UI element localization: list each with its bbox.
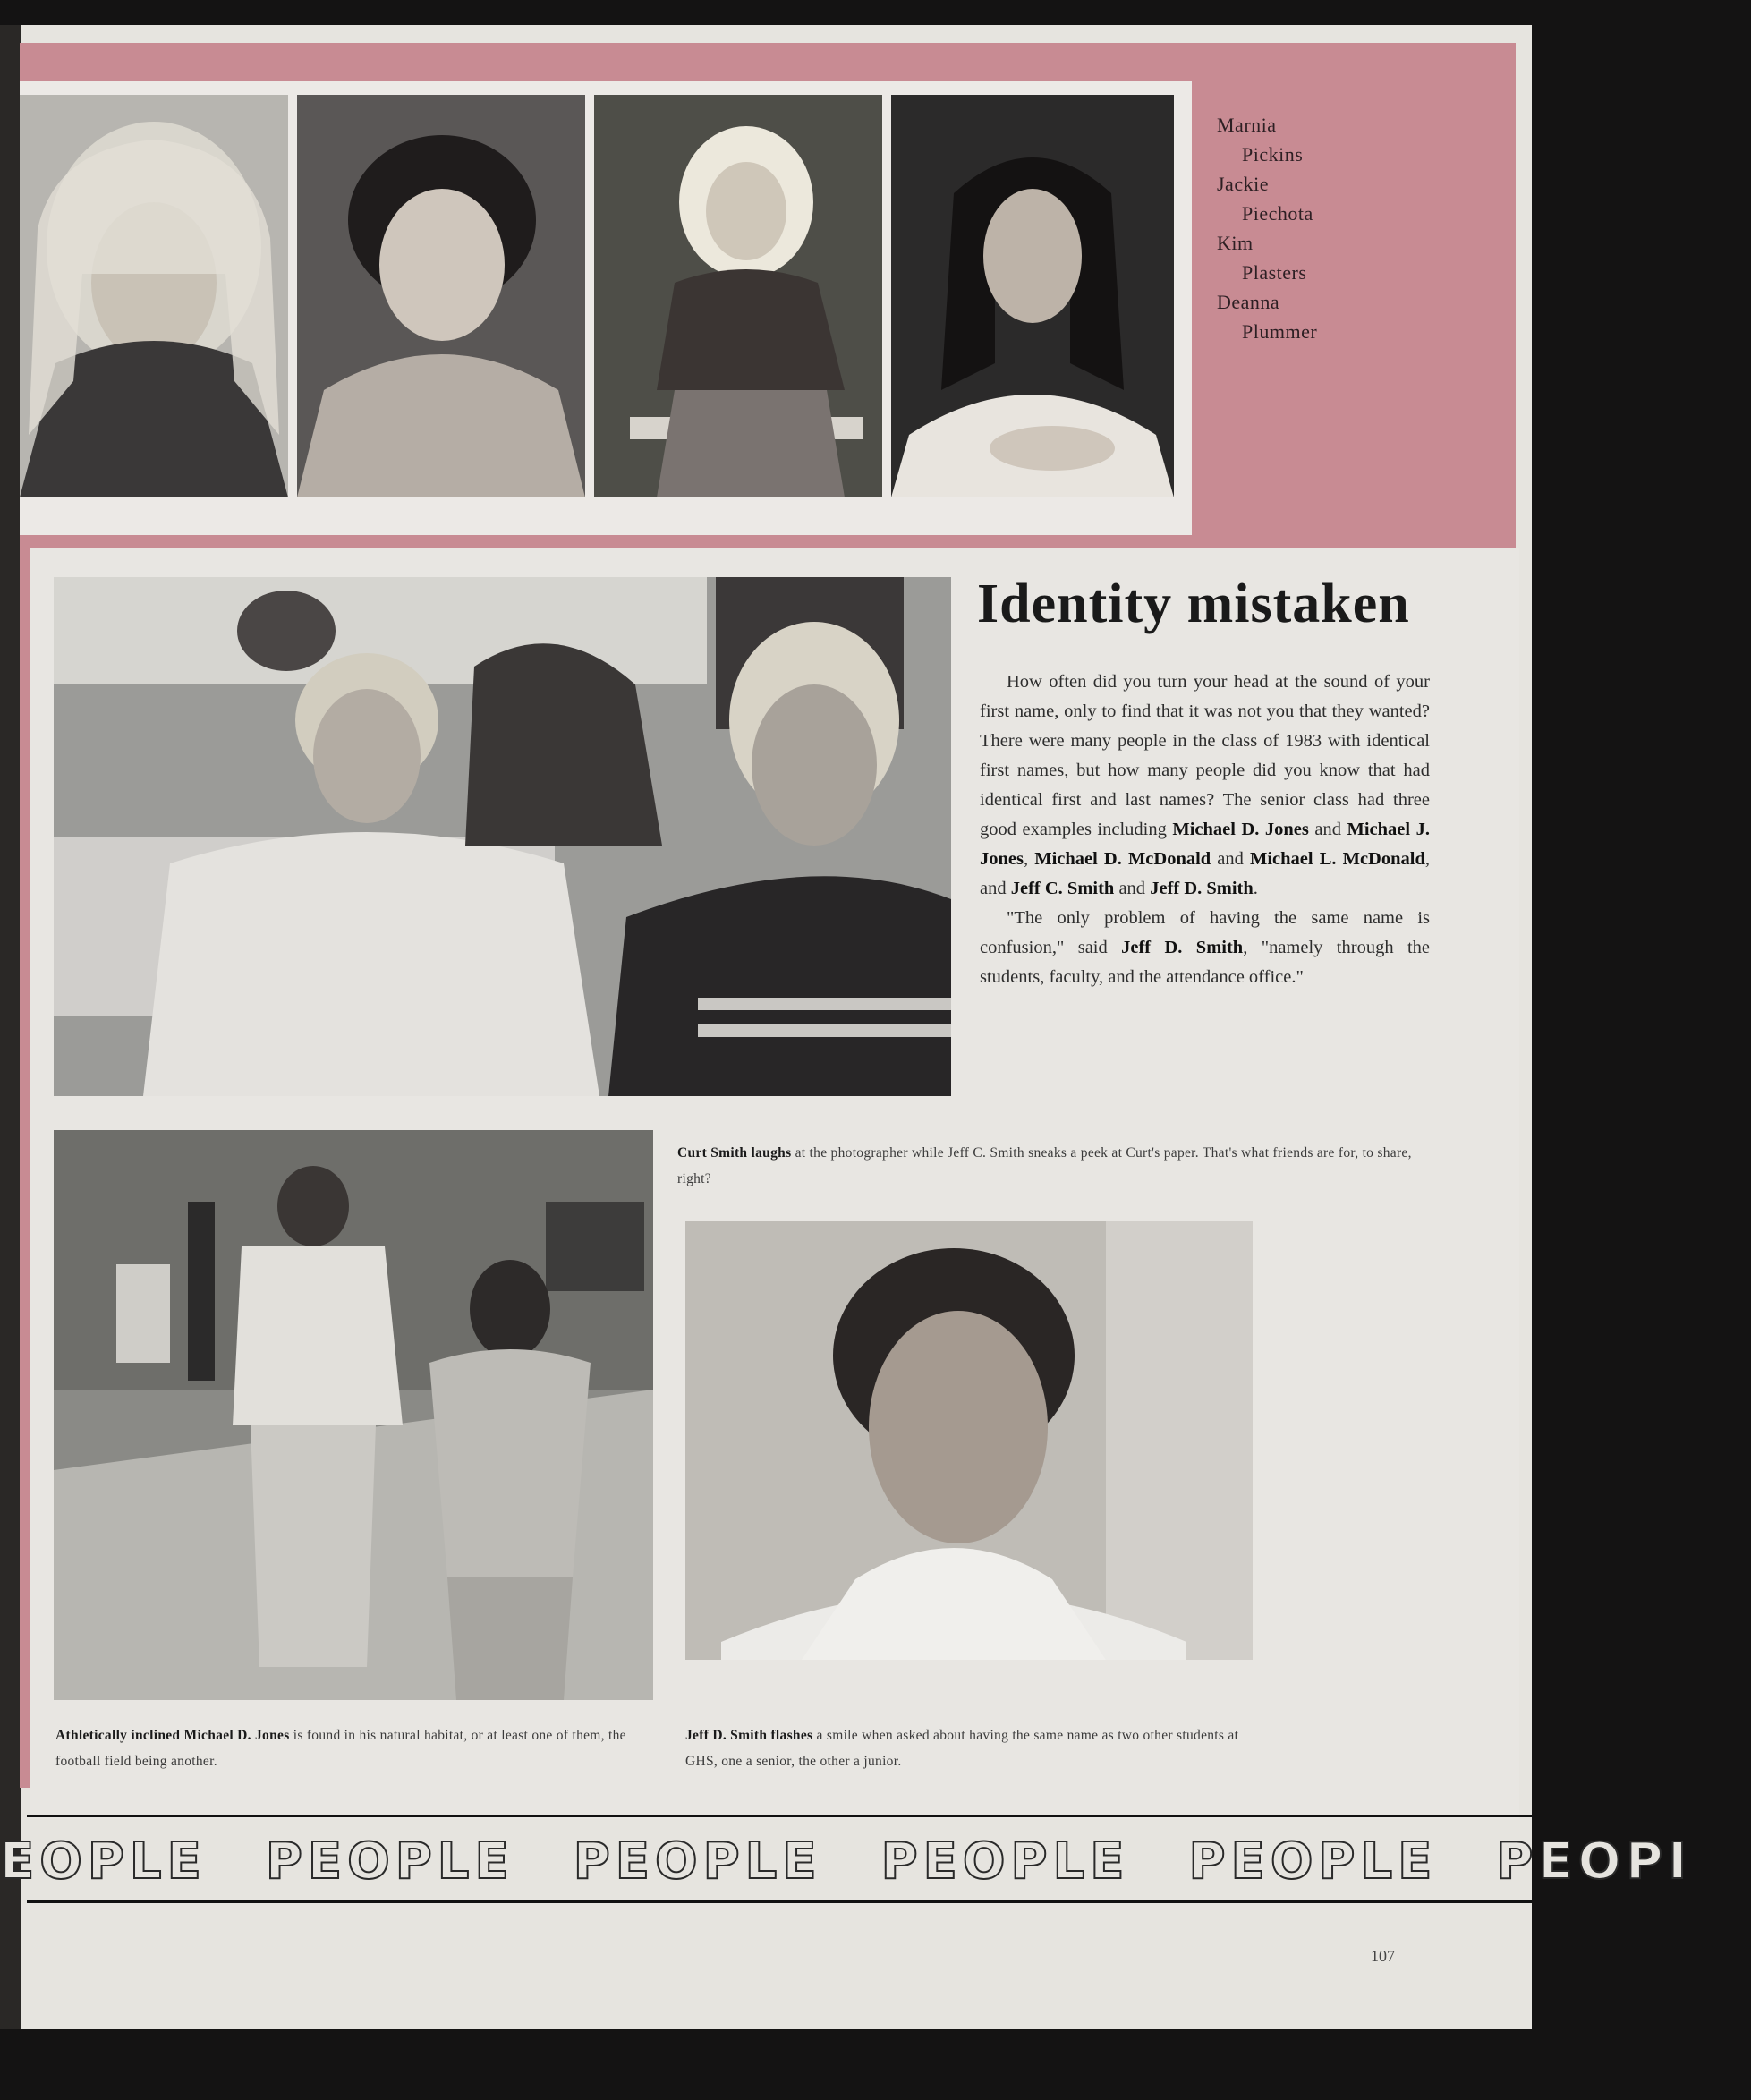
people-word: PEOPLE: [573, 1832, 822, 1891]
name-bold: Jeff D. Smith: [1121, 938, 1244, 957]
name-first: Jackie: [1217, 173, 1269, 195]
caption-lead: Jeff D. Smith flashes: [685, 1728, 813, 1743]
people-word: PEOPLE: [880, 1832, 1130, 1891]
people-word: EOPLE: [0, 1832, 207, 1891]
caption-text: is found in his natural habitat, or at least one of them, the football field being another.: [55, 1728, 626, 1769]
caption-gym: [55, 1722, 664, 1774]
yearbook-page: [0, 25, 1693, 2029]
pink-side-band: [20, 526, 30, 1788]
text-run: and: [1308, 820, 1347, 839]
text-run: "The only problem of having the same name is confusion," said: [980, 908, 1430, 957]
name-last: Plummer: [1242, 320, 1318, 343]
text-run: and: [1211, 849, 1251, 869]
caption-lead: Curt Smith laughs: [677, 1145, 792, 1161]
text-run: , "namely through the students, faculty, and the attendance office.": [980, 938, 1430, 987]
name-bold: Michael L. McDonald: [1250, 849, 1425, 869]
text-run: .: [1253, 879, 1258, 898]
article-paragraph-2: [980, 904, 1430, 992]
name-bold: Michael D. Jones: [1172, 820, 1309, 839]
gym-photo: [54, 1130, 653, 1700]
jeff-smith-photo: [685, 1221, 1253, 1660]
caption-text: a smile when asked about having the same name as two other students at GHS, one a senior, the other a junior.: [685, 1728, 1239, 1769]
name-first: Kim: [1217, 232, 1254, 254]
portrait-photo-3: [594, 95, 882, 497]
caption-classroom: [677, 1140, 1429, 1192]
name-first: Marnia: [1217, 114, 1277, 136]
name-bold: Michael J. Jones: [980, 820, 1430, 869]
portrait-photo-1: [20, 95, 288, 497]
name-last: Pickins: [1242, 143, 1304, 166]
name-first: Deanna: [1217, 291, 1280, 313]
name-last: Plasters: [1242, 261, 1307, 284]
text-run: and: [1114, 879, 1151, 898]
text-run: , and: [980, 849, 1430, 898]
portrait-photo-2: [297, 95, 585, 497]
article-body: [980, 667, 1430, 992]
people-banner: [0, 1832, 1693, 1891]
text-run: ,: [1023, 849, 1035, 869]
caption-text: at the photographer while Jeff C. Smith sneaks a peek at Curt's paper. That's what friends are for, to share, right?: [677, 1145, 1412, 1186]
people-word: PEOPI: [1496, 1832, 1693, 1891]
name-last: Piechota: [1242, 202, 1313, 225]
banner-rule-top: [27, 1815, 1532, 1817]
portrait-photo-4: [891, 95, 1174, 497]
name-bold: Michael D. McDonald: [1034, 849, 1211, 869]
caption-lead: Athletically inclined Michael D. Jones: [55, 1728, 290, 1743]
classroom-photo: [54, 577, 951, 1096]
page-number: 107: [1371, 1947, 1395, 1965]
binding-edge: [0, 25, 21, 2029]
senior-name-list: [1217, 110, 1396, 346]
name-bold: Jeff C. Smith: [1010, 879, 1115, 898]
article-paragraph-1: [980, 667, 1430, 904]
caption-jeff-smith: [685, 1722, 1267, 1774]
name-bold: Jeff D. Smith: [1150, 879, 1254, 898]
article-headline: Identity mistaken: [977, 574, 1410, 634]
people-word: PEOPLE: [1188, 1832, 1438, 1891]
banner-rule-bottom: [27, 1900, 1532, 1903]
text-run: How often did you turn your head at the sound of your first name, only to find that it was not you that they wanted? There were many people in the class of 1983 with identical first names, but how many people did you know that had identical first and last names? The senior class had three good examples including: [980, 672, 1430, 839]
people-word: PEOPLE: [265, 1832, 514, 1891]
